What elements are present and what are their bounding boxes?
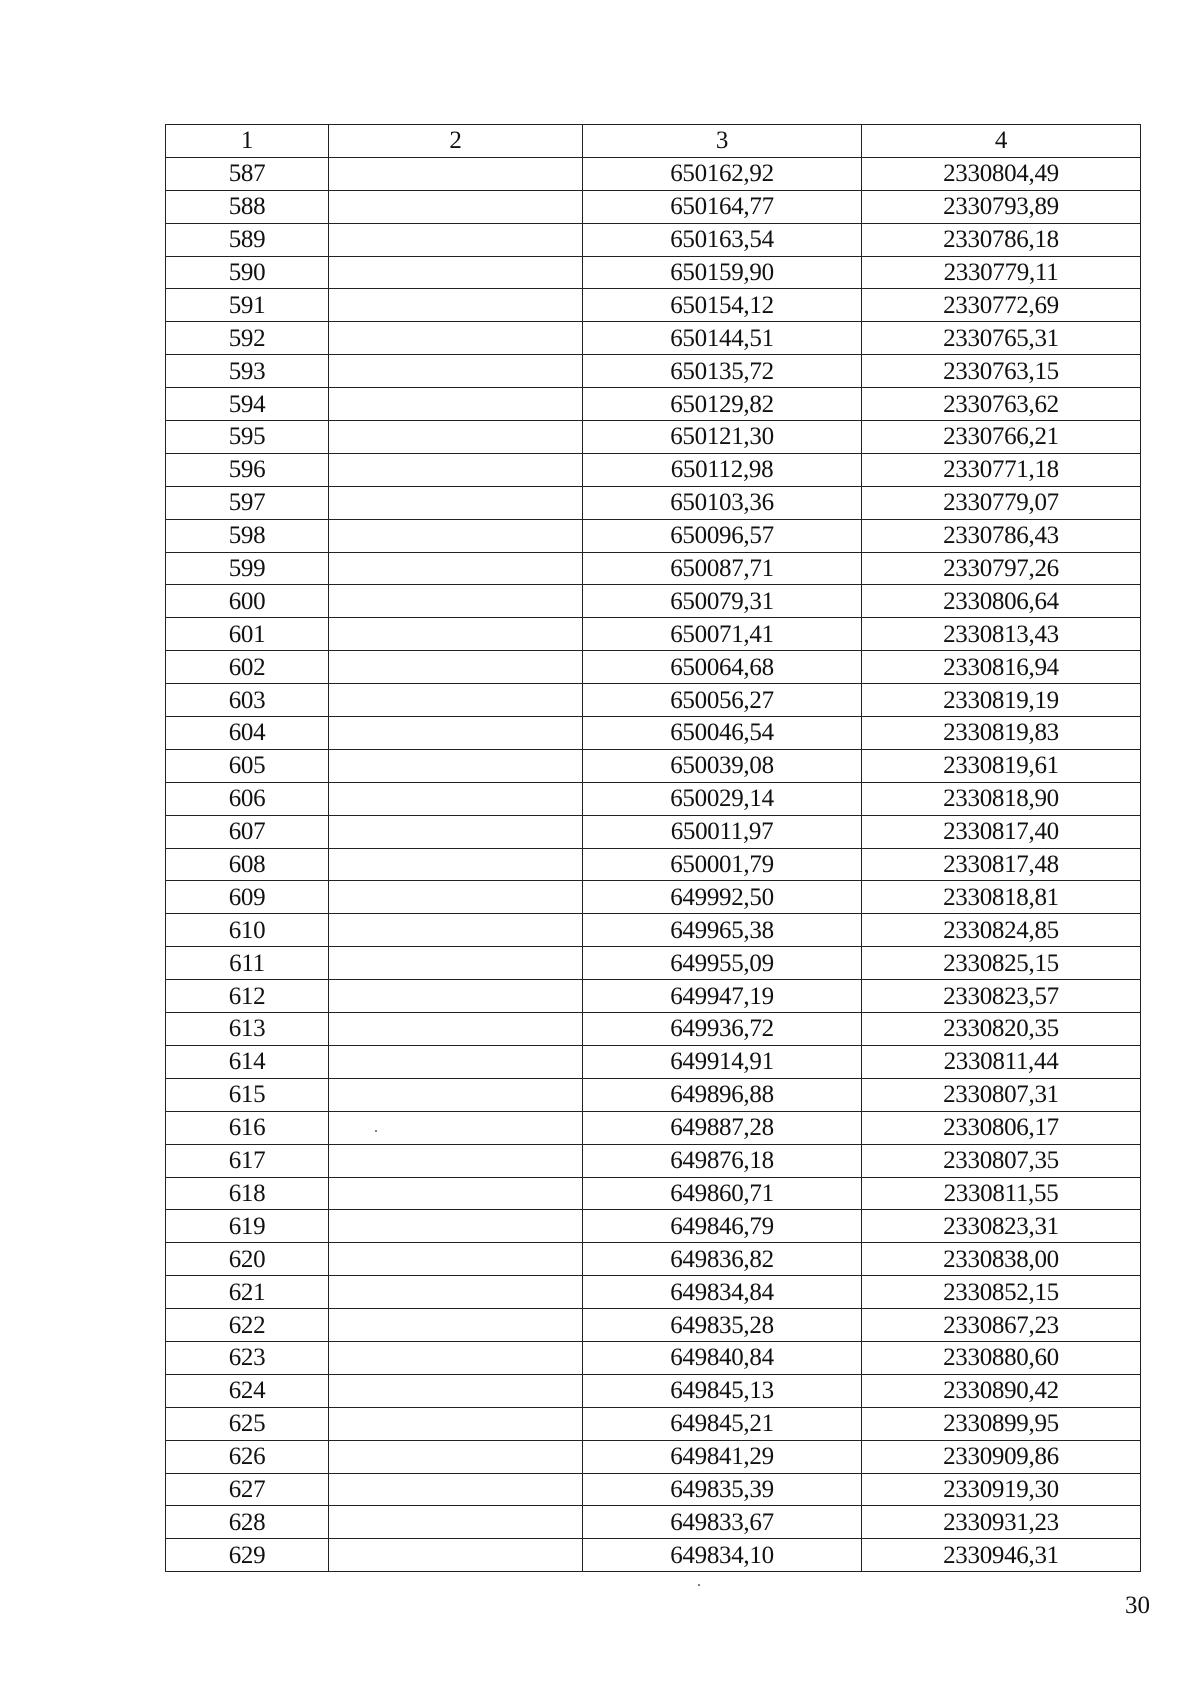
table-row [166,684,1141,717]
table-row [166,552,1141,585]
table-cell-col-4: 2330890,42 [862,1374,1141,1407]
coordinates-table [165,124,1141,1572]
table-cell-col-2 [329,1177,583,1210]
table-body [166,157,1141,1571]
table-cell-col-2 [329,881,583,914]
table-cell-col-3: 649846,79 [583,1210,862,1243]
table-cell-col-3: 650046,54 [583,717,862,750]
table-row [166,848,1141,881]
table-cell-col-3: 650164,77 [583,190,862,223]
table-cell-col-1: 609 [166,881,329,914]
table-cell-col-2 [329,1144,583,1177]
table-row [166,1144,1141,1177]
table-cell-col-2 [329,157,583,190]
table-cell-col-1: 614 [166,1045,329,1078]
table-header-row [166,125,1141,158]
table-cell-col-4: 2330819,83 [862,717,1141,750]
table-row [166,881,1141,914]
table-row [166,1177,1141,1210]
table-row [166,421,1141,454]
table-cell-col-3: 649955,09 [583,947,862,980]
table-cell-col-1: 629 [166,1539,329,1572]
table-cell-col-2 [329,1440,583,1473]
table-cell-col-2 [329,618,583,651]
table-cell-col-3: 650071,41 [583,618,862,651]
table-cell-col-3: 649896,88 [583,1078,862,1111]
table-cell-col-2 [329,914,583,947]
table-cell-col-3: 650135,72 [583,355,862,388]
table-row [166,1407,1141,1440]
table-cell-col-2 [329,782,583,815]
table-row [166,1473,1141,1506]
table-row [166,256,1141,289]
table-cell-col-1: 591 [166,289,329,322]
table-cell-col-4: 2330765,31 [862,322,1141,355]
table-cell-col-1: 618 [166,1177,329,1210]
table-cell-col-3: 649833,67 [583,1506,862,1539]
table-cell-col-1: 608 [166,848,329,881]
table-cell-col-3: 650162,92 [583,157,862,190]
table-cell-col-4: 2330766,21 [862,421,1141,454]
table-cell-col-2 [329,453,583,486]
table-row [166,782,1141,815]
table-row [166,1539,1141,1572]
table-row [166,355,1141,388]
table-cell-col-3: 649992,50 [583,881,862,914]
table-cell-col-4: 2330818,81 [862,881,1141,914]
table-cell-col-2 [329,190,583,223]
table-row [166,914,1141,947]
page-number: 30 [1125,1592,1150,1619]
table-row [166,717,1141,750]
table-cell-col-4: 2330931,23 [862,1506,1141,1539]
table-cell-col-3: 649876,18 [583,1144,862,1177]
table-cell-col-1: 602 [166,651,329,684]
table-cell-col-2 [329,1341,583,1374]
table-cell-col-3: 649834,10 [583,1539,862,1572]
table-cell-col-1: 624 [166,1374,329,1407]
scan-speck [375,1130,377,1132]
table-cell-col-3: 650011,97 [583,815,862,848]
table-cell-col-3: 649936,72 [583,1013,862,1046]
table-cell-col-2 [329,717,583,750]
table-cell-col-3: 649965,38 [583,914,862,947]
table-cell-col-4: 2330806,17 [862,1111,1141,1144]
table-cell-col-4: 2330793,89 [862,190,1141,223]
table-cell-col-2 [329,355,583,388]
table-cell-col-2 [329,1111,583,1144]
table-cell-col-2 [329,256,583,289]
table-cell-col-2 [329,1078,583,1111]
table-cell-col-1: 592 [166,322,329,355]
table-row [166,1013,1141,1046]
table-cell-col-2 [329,322,583,355]
table-cell-col-1: 593 [166,355,329,388]
table-cell-col-3: 649835,28 [583,1309,862,1342]
table-cell-col-1: 622 [166,1309,329,1342]
table-cell-col-1: 598 [166,519,329,552]
table-row [166,1309,1141,1342]
table-cell-col-4: 2330816,94 [862,651,1141,684]
table-cell-col-1: 599 [166,552,329,585]
table-cell-col-3: 650056,27 [583,684,862,717]
table-cell-col-2 [329,1243,583,1276]
table-cell-col-2 [329,651,583,684]
table-cell-col-1: 626 [166,1440,329,1473]
table-cell-col-4: 2330807,31 [862,1078,1141,1111]
table-cell-col-3: 650039,08 [583,749,862,782]
table-cell-col-3: 650087,71 [583,552,862,585]
table-cell-col-3: 649887,28 [583,1111,862,1144]
table-cell-col-2 [329,848,583,881]
table-row [166,1374,1141,1407]
table-cell-col-2 [329,1276,583,1309]
table-cell-col-3: 650144,51 [583,322,862,355]
table-row [166,1210,1141,1243]
table-row [166,1276,1141,1309]
table-cell-col-3: 650029,14 [583,782,862,815]
table-row [166,1440,1141,1473]
table-cell-col-1: 612 [166,980,329,1013]
table-cell-col-3: 649914,91 [583,1045,862,1078]
table-row [166,618,1141,651]
table-cell-col-2 [329,388,583,421]
table-cell-col-1: 607 [166,815,329,848]
table-cell-col-4: 2330817,48 [862,848,1141,881]
table-row [166,1111,1141,1144]
table-cell-col-3: 649840,84 [583,1341,862,1374]
table-cell-col-2 [329,289,583,322]
table-cell-col-4: 2330946,31 [862,1539,1141,1572]
table-cell-col-1: 628 [166,1506,329,1539]
table-cell-col-4: 2330771,18 [862,453,1141,486]
column-header-3: 3 [583,125,862,158]
table-row [166,1045,1141,1078]
table-row [166,388,1141,421]
table-row [166,1341,1141,1374]
table-cell-col-3: 650159,90 [583,256,862,289]
table-cell-col-3: 650154,12 [583,289,862,322]
table-row [166,453,1141,486]
table-cell-col-2 [329,486,583,519]
table-cell-col-1: 604 [166,717,329,750]
table-row [166,190,1141,223]
table-row [166,1078,1141,1111]
table-cell-col-1: 600 [166,585,329,618]
table-cell-col-2 [329,552,583,585]
table-cell-col-1: 615 [166,1078,329,1111]
table-cell-col-1: 617 [166,1144,329,1177]
table-cell-col-3: 650096,57 [583,519,862,552]
table-cell-col-4: 2330763,62 [862,388,1141,421]
table-cell-col-2 [329,947,583,980]
table-cell-col-1: 627 [166,1473,329,1506]
table-cell-col-1: 616 [166,1111,329,1144]
table-row [166,289,1141,322]
table-cell-col-2 [329,1013,583,1046]
table-cell-col-4: 2330919,30 [862,1473,1141,1506]
table-cell-col-2 [329,1539,583,1572]
table-cell-col-1: 601 [166,618,329,651]
table-cell-col-4: 2330806,64 [862,585,1141,618]
table-cell-col-1: 588 [166,190,329,223]
table-cell-col-4: 2330811,44 [862,1045,1141,1078]
column-header-4: 4 [862,125,1141,158]
scan-speck [698,1584,700,1586]
table-cell-col-2 [329,223,583,256]
table-cell-col-3: 649841,29 [583,1440,862,1473]
table-cell-col-2 [329,749,583,782]
table-cell-col-2 [329,815,583,848]
table-cell-col-2 [329,1473,583,1506]
table-cell-col-4: 2330817,40 [862,815,1141,848]
table-cell-col-1: 625 [166,1407,329,1440]
table-cell-col-4: 2330824,85 [862,914,1141,947]
table-cell-col-4: 2330818,90 [862,782,1141,815]
table-cell-col-3: 650129,82 [583,388,862,421]
table-cell-col-4: 2330867,23 [862,1309,1141,1342]
table-cell-col-1: 589 [166,223,329,256]
table-row [166,157,1141,190]
table-cell-col-1: 613 [166,1013,329,1046]
table-cell-col-3: 649836,82 [583,1243,862,1276]
table-cell-col-1: 620 [166,1243,329,1276]
table-cell-col-4: 2330825,15 [862,947,1141,980]
table-cell-col-4: 2330899,95 [862,1407,1141,1440]
table-cell-col-1: 621 [166,1276,329,1309]
table-cell-col-2 [329,684,583,717]
table-cell-col-3: 650001,79 [583,848,862,881]
table-cell-col-2 [329,519,583,552]
table-cell-col-3: 650064,68 [583,651,862,684]
table-cell-col-3: 650121,30 [583,421,862,454]
table-cell-col-1: 623 [166,1341,329,1374]
table-cell-col-4: 2330786,18 [862,223,1141,256]
table-row [166,980,1141,1013]
table-row [166,947,1141,980]
table-row [166,749,1141,782]
table-cell-col-2 [329,1045,583,1078]
table-cell-col-4: 2330811,55 [862,1177,1141,1210]
table-cell-col-3: 650112,98 [583,453,862,486]
table-cell-col-1: 587 [166,157,329,190]
table-cell-col-2 [329,1374,583,1407]
table-cell-col-4: 2330779,11 [862,256,1141,289]
table-cell-col-4: 2330804,49 [862,157,1141,190]
table-cell-col-1: 595 [166,421,329,454]
table-cell-col-2 [329,1210,583,1243]
table-cell-col-1: 606 [166,782,329,815]
table-row [166,815,1141,848]
table-row [166,486,1141,519]
table-cell-col-4: 2330807,35 [862,1144,1141,1177]
table-row [166,651,1141,684]
table-cell-col-1: 610 [166,914,329,947]
table-cell-col-3: 650163,54 [583,223,862,256]
table-cell-col-2 [329,421,583,454]
table-cell-col-4: 2330763,15 [862,355,1141,388]
table-cell-col-3: 649845,13 [583,1374,862,1407]
table-row [166,322,1141,355]
table-cell-col-3: 649834,84 [583,1276,862,1309]
table-cell-col-1: 611 [166,947,329,980]
table-cell-col-1: 594 [166,388,329,421]
table-cell-col-1: 597 [166,486,329,519]
table-cell-col-4: 2330786,43 [862,519,1141,552]
table-cell-col-3: 649947,19 [583,980,862,1013]
table-cell-col-1: 605 [166,749,329,782]
table-cell-col-1: 619 [166,1210,329,1243]
table-row [166,1243,1141,1276]
column-header-2: 2 [329,125,583,158]
table-cell-col-4: 2330813,43 [862,618,1141,651]
table-cell-col-4: 2330820,35 [862,1013,1141,1046]
table-row [166,223,1141,256]
table-cell-col-1: 590 [166,256,329,289]
table-cell-col-1: 603 [166,684,329,717]
table-cell-col-3: 650079,31 [583,585,862,618]
column-header-1: 1 [166,125,329,158]
table-cell-col-4: 2330779,07 [862,486,1141,519]
table-cell-col-3: 649845,21 [583,1407,862,1440]
table-cell-col-2 [329,1407,583,1440]
table-cell-col-2 [329,585,583,618]
table-cell-col-3: 650103,36 [583,486,862,519]
table-cell-col-2 [329,1309,583,1342]
table-row [166,585,1141,618]
table-cell-col-4: 2330819,19 [862,684,1141,717]
table-cell-col-4: 2330797,26 [862,552,1141,585]
table-cell-col-4: 2330823,57 [862,980,1141,1013]
table-cell-col-1: 596 [166,453,329,486]
table-row [166,519,1141,552]
table-row [166,1506,1141,1539]
table-cell-col-3: 649835,39 [583,1473,862,1506]
table-cell-col-4: 2330852,15 [862,1276,1141,1309]
table-cell-col-4: 2330838,00 [862,1243,1141,1276]
table-cell-col-4: 2330909,86 [862,1440,1141,1473]
table-cell-col-2 [329,980,583,1013]
table-cell-col-4: 2330823,31 [862,1210,1141,1243]
table-cell-col-4: 2330880,60 [862,1341,1141,1374]
table-cell-col-2 [329,1506,583,1539]
table-cell-col-4: 2330819,61 [862,749,1141,782]
table-cell-col-4: 2330772,69 [862,289,1141,322]
table-cell-col-3: 649860,71 [583,1177,862,1210]
